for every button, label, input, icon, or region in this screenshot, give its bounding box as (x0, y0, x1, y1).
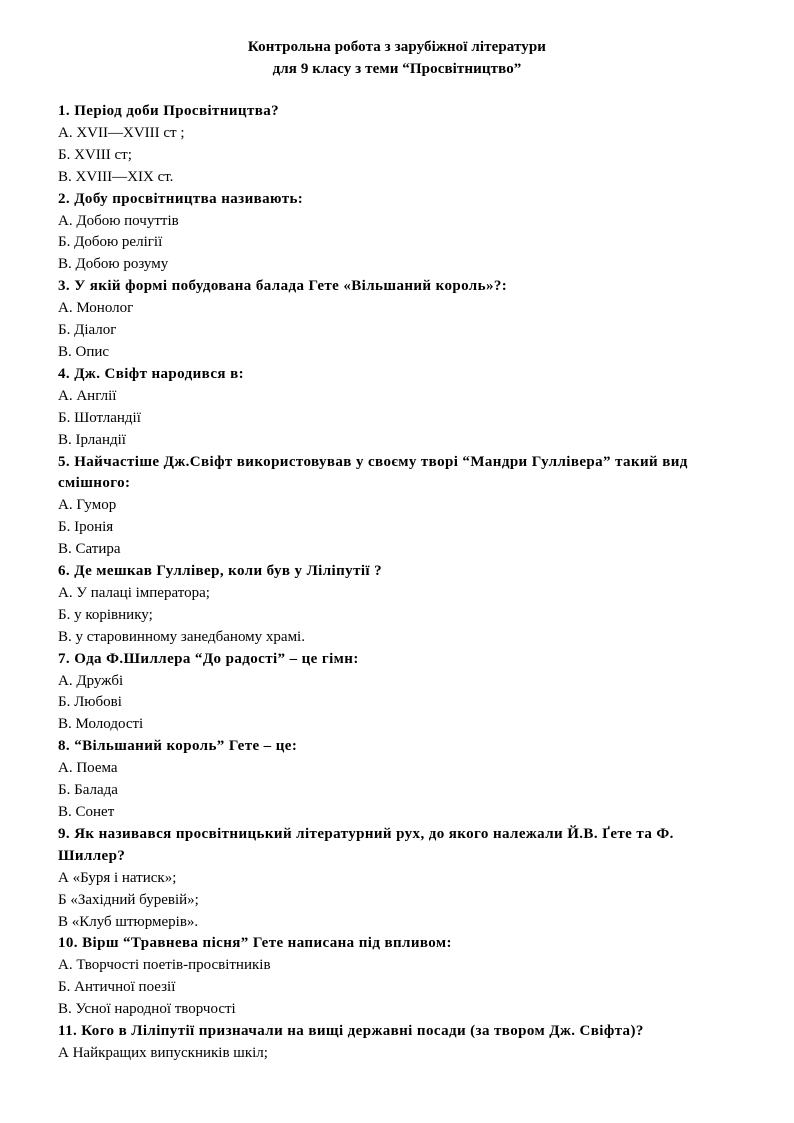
question-10-option-a: А. Творчості поетів-просвітників (58, 957, 271, 974)
question-4-option-c: В. Ірландії (58, 431, 126, 448)
question-11-option-a: А Найкращих випускників шкіл; (58, 1044, 268, 1061)
question-2: 2. Добу просвітництва називають: (58, 190, 304, 207)
question-5-line-2: смішного: (58, 475, 131, 492)
question-10: 10. Вірш “Травнева пісня” Гете написана під впливом: (58, 935, 452, 952)
question-6-option-c: В. у старовинному занедбаному храмі. (58, 628, 305, 645)
question-5-option-b: Б. Іронія (58, 519, 114, 536)
question-10-option-b: Б. Античної поезії (58, 979, 176, 996)
question-1: 1. Період доби Просвітництва? (58, 103, 280, 119)
question-4-option-b: Б. Шотландії (58, 409, 141, 426)
document-title-line-1: Контрольна робота з зарубіжної літератури (247, 39, 547, 55)
question-1-option-a: А. XVII—XVIII ст ; (58, 124, 185, 141)
question-6-option-b: Б. у корівнику; (58, 606, 153, 623)
question-8-option-a: А. Поема (58, 760, 118, 777)
question-5-option-c: В. Сатира (58, 541, 121, 558)
question-1-option-c: В. XVIII—XIX ст. (58, 168, 174, 185)
question-8-option-c: В. Сонет (58, 804, 115, 820)
question-6-option-a: А. У палаці імператора; (58, 584, 210, 601)
question-2-option-c: В. Добою розуму (58, 256, 169, 273)
question-9-line-2: Шиллер? (58, 847, 126, 864)
question-3-option-c: В. Опис (58, 343, 110, 360)
questions-list (58, 101, 738, 1065)
question-4-option-a: А. Англії (58, 387, 117, 404)
question-9-option-a: А «Буря і натиск»; (58, 869, 177, 886)
question-5-option-a: А. Гумор (58, 497, 117, 514)
question-6: 6. Де мешкав Гуллівер, коли був у Ліліпутії ? (58, 563, 383, 580)
question-7-option-b: Б. Любові (58, 694, 122, 711)
question-4: 4. Дж. Свіфт народився в: (58, 365, 244, 382)
document-title-line-2: для 9 класу з теми “Просвітництво” (272, 61, 522, 77)
question-2-option-a: А. Добою почуттів (58, 212, 179, 229)
question-8: 8. “Вільшаний король” Гете – це: (58, 738, 298, 755)
question-3: 3. У якій формі побудована балада Гете «Вільшаний король»?: (58, 278, 508, 295)
question-2-option-b: Б. Добою релігії (58, 234, 163, 251)
question-11: 11. Кого в Ліліпутії призначали на вищі державні посади (за твором Дж. Свіфта)? (58, 1023, 644, 1040)
question-3-option-a: А. Монолог (58, 300, 134, 317)
question-7-option-a: А. Дружбі (58, 672, 124, 689)
question-10-option-c: В. Усної народної творчості (58, 1001, 236, 1018)
question-7-option-c: В. Молодості (58, 716, 144, 733)
question-9-option-c: В «Клуб штюрмерів». (58, 913, 199, 930)
question-8-option-b: Б. Балада (58, 782, 118, 799)
question-3-option-b: Б. Діалог (58, 322, 117, 339)
question-9-option-b: Б «Західний буревій»; (58, 891, 199, 908)
question-1-option-b: Б. XVIII ст; (58, 146, 132, 163)
question-5-line-1: 5. Найчастіше Дж.Свіфт використовував у своєму творі “Мандри Гуллівера” такий вид (58, 453, 688, 470)
question-7: 7. Ода Ф.Шиллера “До радості” – це гімн: (58, 650, 359, 667)
question-9-line-1: 9. Як називався просвітницький літературний рух, до якого належали Й.В. Ґете та Ф. (58, 825, 674, 842)
